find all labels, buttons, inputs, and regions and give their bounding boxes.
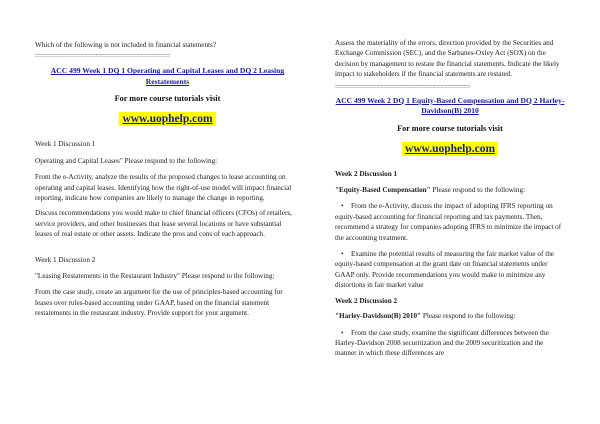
right-site-wrap (335, 139, 565, 157)
w1-d2-prompt: "Leasing Restatements in the Restaurant Industry" Please respond to the following: (35, 272, 275, 281)
right-column (335, 0, 565, 359)
w2-d2-prompt-rest: Please respond to the following: (421, 312, 516, 321)
week2-title-link[interactable]: ACC 499 Week 2 DQ 1 Equity-Based Compensation and DQ 2 Harley-Davidson(B) 2010 (335, 95, 565, 116)
w2-d1-bullet-1-text: From the e-Activity, discuss the impact of adopting IFRS reporting on equity-based accounting for financial reporting and tax payments. Then, recommend a strategy for companies adopting IFRS to minimize the impact of the accounting treatment. (335, 202, 562, 242)
w1-d1-prompt: Operating and Capital Leases" Please respond to the following: (35, 156, 218, 165)
w1-d1-heading: Week 1 Discussion 1 (35, 140, 96, 149)
w2-d1-bullet-1 (335, 201, 565, 243)
bullet-icon: • (341, 202, 344, 211)
w2-d1-bullet-2 (335, 249, 565, 291)
w2-d1-bullet-2-text: Examine the potential results of measuring the fair market value of the equity-based compensation at the grant date on financial statements under GAAP only. Provide recommendations you would make to minimize any distortions in fair market value (335, 250, 554, 290)
w2-d2-heading: Week 2 Discussion 2 (335, 296, 398, 305)
right-site-link[interactable]: www.uophelp.com (402, 142, 498, 156)
w1-d2-heading: Week 1 Discussion 2 (35, 255, 96, 264)
week1-title-link[interactable]: ACC 499 Week 1 DQ 1 Operating and Capital Leases and DQ 2 Leasing Restatements (50, 66, 285, 86)
left-intro: Which of the following is not included in financial statements? (35, 41, 217, 49)
right-more-text: For more course tutorials visit (397, 123, 503, 133)
w2-d1-heading: Week 2 Discussion 1 (335, 169, 398, 178)
bullet-icon: • (341, 328, 344, 337)
right-separator: ==================================== (335, 82, 470, 91)
w1-d1-paragraph-1: From the e-Activity, analyze the results of the proposed changes to lease accounting on operating and capital leases. Identifying how the right-of-use model will impact financial reporting, indicate how companies are likely to manage the change in reporting. (35, 173, 292, 203)
w2-d2-prompt (335, 311, 565, 321)
left-site-wrap (35, 109, 300, 127)
w2-d1-prompt-title: "Equity-Based Compensation" (335, 186, 431, 195)
w2-d2-bullet-1 (335, 328, 565, 359)
w2-d2-prompt-title: "Harley-Davidson(B) 2010" (335, 312, 422, 321)
left-column (35, 0, 300, 319)
w2-d1-prompt (335, 185, 565, 195)
w2-d2-bullet-1-text: From the case study, examine the significant differences between the Harley-Davidson 2008 securitization and the 2009 securitization and the manner in which these differences are (335, 328, 549, 358)
left-site-link[interactable]: www.uophelp.com (119, 112, 215, 126)
left-separator: ==================================== (35, 52, 170, 61)
left-more-text: For more course tutorials visit (114, 94, 221, 104)
w2-d1-prompt-rest: Please respond to the following: (430, 186, 526, 195)
bullet-icon: • (341, 250, 344, 259)
w1-d2-paragraph-1: From the case study, create an argument for the use of principles-based accounting for leases over rules-based accounting under GAAP, based on the financial statement restatements in the restaurant industry. Provide support for your argument. (35, 288, 283, 318)
w1-d1-paragraph-2: Discuss recommendations you would make to chief financial officers (CFOs) of retailers, service providers, and other businesses that lease several locations or have substantial leases of real estate or other assets. Indicate the pros and cons of each approach. (35, 209, 292, 239)
right-intro: Assess the materiality of the errors, direction provided by the Securities and Exchange Commission (SEC), and the Sarbanes-Oxley Act (SOX) on the decision by management to restate the financial statements. Indicate the likely impact to stakeholders if the financial statements are restated. (335, 39, 560, 79)
